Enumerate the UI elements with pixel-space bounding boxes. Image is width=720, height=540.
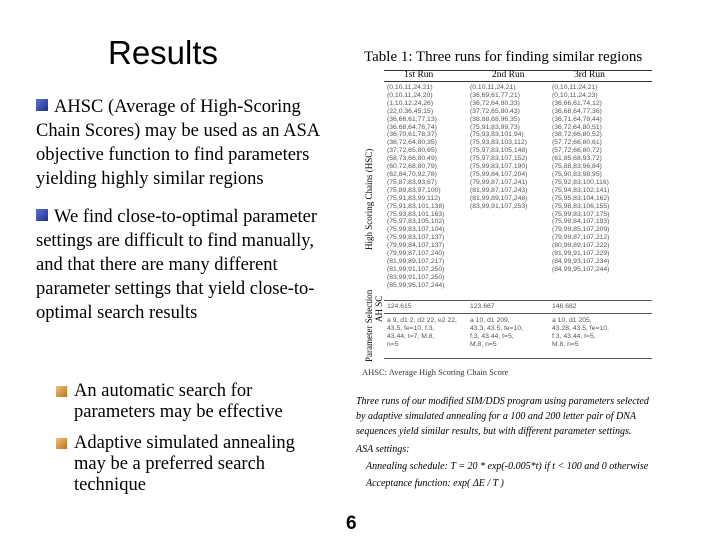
table-cell: (75,89,83,97,100) [387, 186, 441, 194]
table-caption: Table 1: Three runs for finding similar regions [364, 49, 643, 65]
note-line: sequences yield similar results, but with different parameter settings. [356, 426, 632, 437]
table-cell: (85,99,95,107,244) [387, 281, 445, 289]
ahsc-value-run-1: 124.615 [387, 303, 412, 310]
param-cell: 43.44, t=7, M.8, [387, 332, 435, 340]
table-cell: (79,99,87,107,241) [470, 178, 528, 186]
table-cell: (75,90,83,98,95) [552, 170, 602, 178]
table-cell: (75,97,83,105,102) [387, 218, 445, 226]
table-cell: (75,93,83,101,94) [470, 131, 524, 139]
table-cell: (75,99,84,107,193) [552, 218, 610, 226]
bullet-list [36, 95, 336, 339]
table-cell: (75,99,83,107,104) [387, 226, 445, 234]
table-cell: (81,99,91,107,229) [552, 250, 610, 258]
table-cell: (81,99,89,107,217) [387, 257, 445, 265]
row-label-parameter-selection: Parameter Selection [364, 289, 374, 362]
sub-bullet-adaptive-annealing [56, 433, 326, 496]
param-cell: n=5 [387, 340, 399, 348]
header-run-2: 2nd Run [492, 70, 525, 80]
table-cell: (75,93,83,103,112) [470, 139, 527, 147]
table-cell: (0,10,11,24,20) [387, 91, 433, 99]
table-cell: (57,72,66,80,72) [552, 147, 602, 155]
table-cell: (62,84,70,92,78) [387, 170, 437, 178]
table-cell: (75,99,84,107,204) [470, 170, 528, 178]
param-cell: a 10, d1 205, [552, 317, 592, 324]
table-cell: (81,99,91,107,250) [387, 265, 445, 273]
results-table [362, 70, 654, 388]
table-cell: (83,99,91,107,253) [470, 202, 528, 210]
table-cell: (75,97,83,105,148) [470, 147, 528, 155]
table-cell: (0,10,11,24,23) [552, 91, 598, 99]
table-cell: (37,72,65,80,43) [470, 107, 520, 115]
params-run-2 [470, 317, 523, 349]
table-separator [384, 300, 652, 301]
table-cell: (36,71,64,78,44) [552, 115, 602, 123]
table-cell: (61,85,68,93,72) [552, 155, 602, 163]
param-cell: a 9, d1 2, d2 22, e2 22, [387, 317, 457, 324]
bullet-text: AHSC (Average of High-Scoring Chain Scores) may be used as an ASA objective function to find parameters yielding highly similar regions [36, 97, 320, 189]
table-cell: (81,99,87,107,243) [470, 186, 528, 194]
table-cell: (75,87,83,93,67) [387, 178, 437, 186]
acceptance-function: Acceptance function: exp( ΔE / T ) [366, 478, 504, 489]
table-cell: (36,68,64,76,74) [387, 123, 437, 131]
sub-bullet-text: Adaptive simulated annealing may be a preferred search technique [74, 433, 295, 495]
param-cell: 43.3, 43.5, fe=10, [470, 324, 524, 332]
table-cell: (0,10,11,24,21) [552, 84, 598, 91]
ahsc-value-run-3: 146.682 [552, 303, 577, 310]
bullet-close-to-optimal [36, 205, 336, 325]
table-cell: (75,99,83,107,190) [470, 163, 528, 171]
table-cell: (80,99,89,107,222) [552, 242, 610, 250]
sub-bullet-automatic-search [56, 381, 326, 423]
table-cell: (36,69,61,77,21) [470, 91, 520, 99]
table-cell: (38,72,66,80,52) [552, 131, 602, 139]
sub-bullet-square-icon [56, 386, 67, 397]
table-header [384, 70, 652, 82]
param-cell: a 10, d1 209, [470, 317, 510, 324]
table-cell: (75,98,83,106,155) [552, 202, 610, 210]
table-cell: (75,99,83,107,175) [552, 210, 610, 218]
table-cell: (75,92,83,100,116) [552, 178, 609, 186]
table-cell: (36,72,64,80,33) [470, 99, 520, 107]
table-cell: (57,72,66,80,61) [552, 139, 602, 147]
table-separator [384, 313, 652, 314]
param-cell: 43.5, fe=10, f.3, [387, 324, 435, 332]
row-label-ahsc: AH SC [374, 295, 384, 322]
table-cell: (84,99,93,107,234) [552, 257, 610, 265]
run-2-column [470, 84, 527, 211]
table-cell: (1,10,12,24,26) [387, 99, 434, 107]
asa-settings-label: ASA settings: [356, 444, 410, 455]
table-cell: (75,95,83,104,162) [552, 194, 610, 202]
table-cell: (36,66,61,74,12) [552, 99, 602, 107]
table-cell: (22,0,36,45,15) [387, 107, 434, 115]
table-cell: (75,91,83,99,112) [387, 194, 441, 202]
page-number: 6 [346, 513, 357, 534]
table-cell: (75,94,83,102,141) [552, 186, 610, 194]
table-cell: (75,97,83,107,152) [470, 155, 528, 163]
table-cell: (79,99,87,107,212) [552, 234, 610, 242]
table-cell: (75,88,83,96,84) [552, 163, 602, 171]
row-label-hsc: High Scoring Chains (HSC) [364, 148, 374, 250]
param-cell: M.8, n=5 [470, 340, 497, 348]
table-cell: (37,72,65,80,65) [387, 147, 437, 155]
table-cell: (36,72,64,80,35) [387, 139, 437, 147]
param-cell: M.8, n=5 [552, 340, 579, 348]
table-cell: (79,99,85,107,209) [552, 226, 610, 234]
table-cell: (83,99,91,107,250) [387, 273, 445, 281]
bullet-square-icon [36, 99, 48, 111]
table-cell: (36,72,64,80,51) [552, 123, 602, 131]
table-cell: (38,88,68,96,35) [470, 115, 520, 123]
table-cell: (58,73,66,80,49) [387, 155, 437, 163]
table-cell: (60,72,68,80,79) [387, 163, 437, 171]
run-1-column [387, 84, 444, 290]
table-cell: (0,10,11,24,21) [387, 84, 433, 91]
table-cell: (36,70,61,78,37) [387, 131, 437, 139]
note-line: by adaptive simulated annealing for a 100 and 200 letter pair of DNA [356, 411, 636, 422]
param-cell: 43.28, 43.5, fe=10, [552, 324, 609, 332]
table-cell: (75,91,83,101,138) [387, 202, 445, 210]
bullet-square-icon [36, 209, 48, 221]
sub-bullet-text: An automatic search for parameters may be effective [74, 381, 283, 422]
bullet-ahsc [36, 95, 336, 191]
params-run-1 [387, 317, 457, 349]
table-cell: (84,99,95,107,244) [552, 265, 610, 273]
header-run-3: 3rd Run [574, 70, 605, 80]
params-run-3 [552, 317, 609, 349]
table-cell: (75,91,83,99,73) [470, 123, 520, 131]
run-3-column [552, 84, 609, 274]
table-cell: (75,93,83,101,163) [387, 210, 445, 218]
table-cell: (75,99,83,107,137) [387, 234, 445, 242]
table-cell: (0,10,11,24,21) [470, 84, 516, 91]
note-line: Three runs of our modified SIM/DDS program using parameters selected [356, 396, 649, 407]
bullet-text: We find close-to-optimal parameter settings are difficult to find manually, and that there are many different parameter settings that yield close-to-optimal search results [36, 207, 318, 323]
table-cell: (79,99,87,107,240) [387, 250, 445, 258]
table-footnote: AHSC: Average High Scoring Chain Score [362, 367, 509, 377]
table-bottom-rule [384, 358, 652, 359]
param-cell: f.3, 43.44, t=5, [552, 332, 596, 340]
table-cell: (81,99,89,107,248) [470, 194, 528, 202]
sub-bullet-square-icon [56, 438, 67, 449]
table-cell: (79,99,84,107,137) [387, 242, 445, 250]
header-run-1: 1st Run [404, 70, 434, 80]
table-cell: (36,68,64,77,36) [552, 107, 602, 115]
slide-title: Results [108, 34, 219, 71]
annealing-schedule: Annealing schedule: T = 20 * exp(-0.005*t) if t < 100 and 0 otherwise [366, 461, 649, 472]
table-cell: (36,66,61,77,13) [387, 115, 437, 123]
param-cell: f.3, 43.44, t=5, [470, 332, 514, 340]
ahsc-value-run-2: 123.667 [470, 303, 495, 310]
